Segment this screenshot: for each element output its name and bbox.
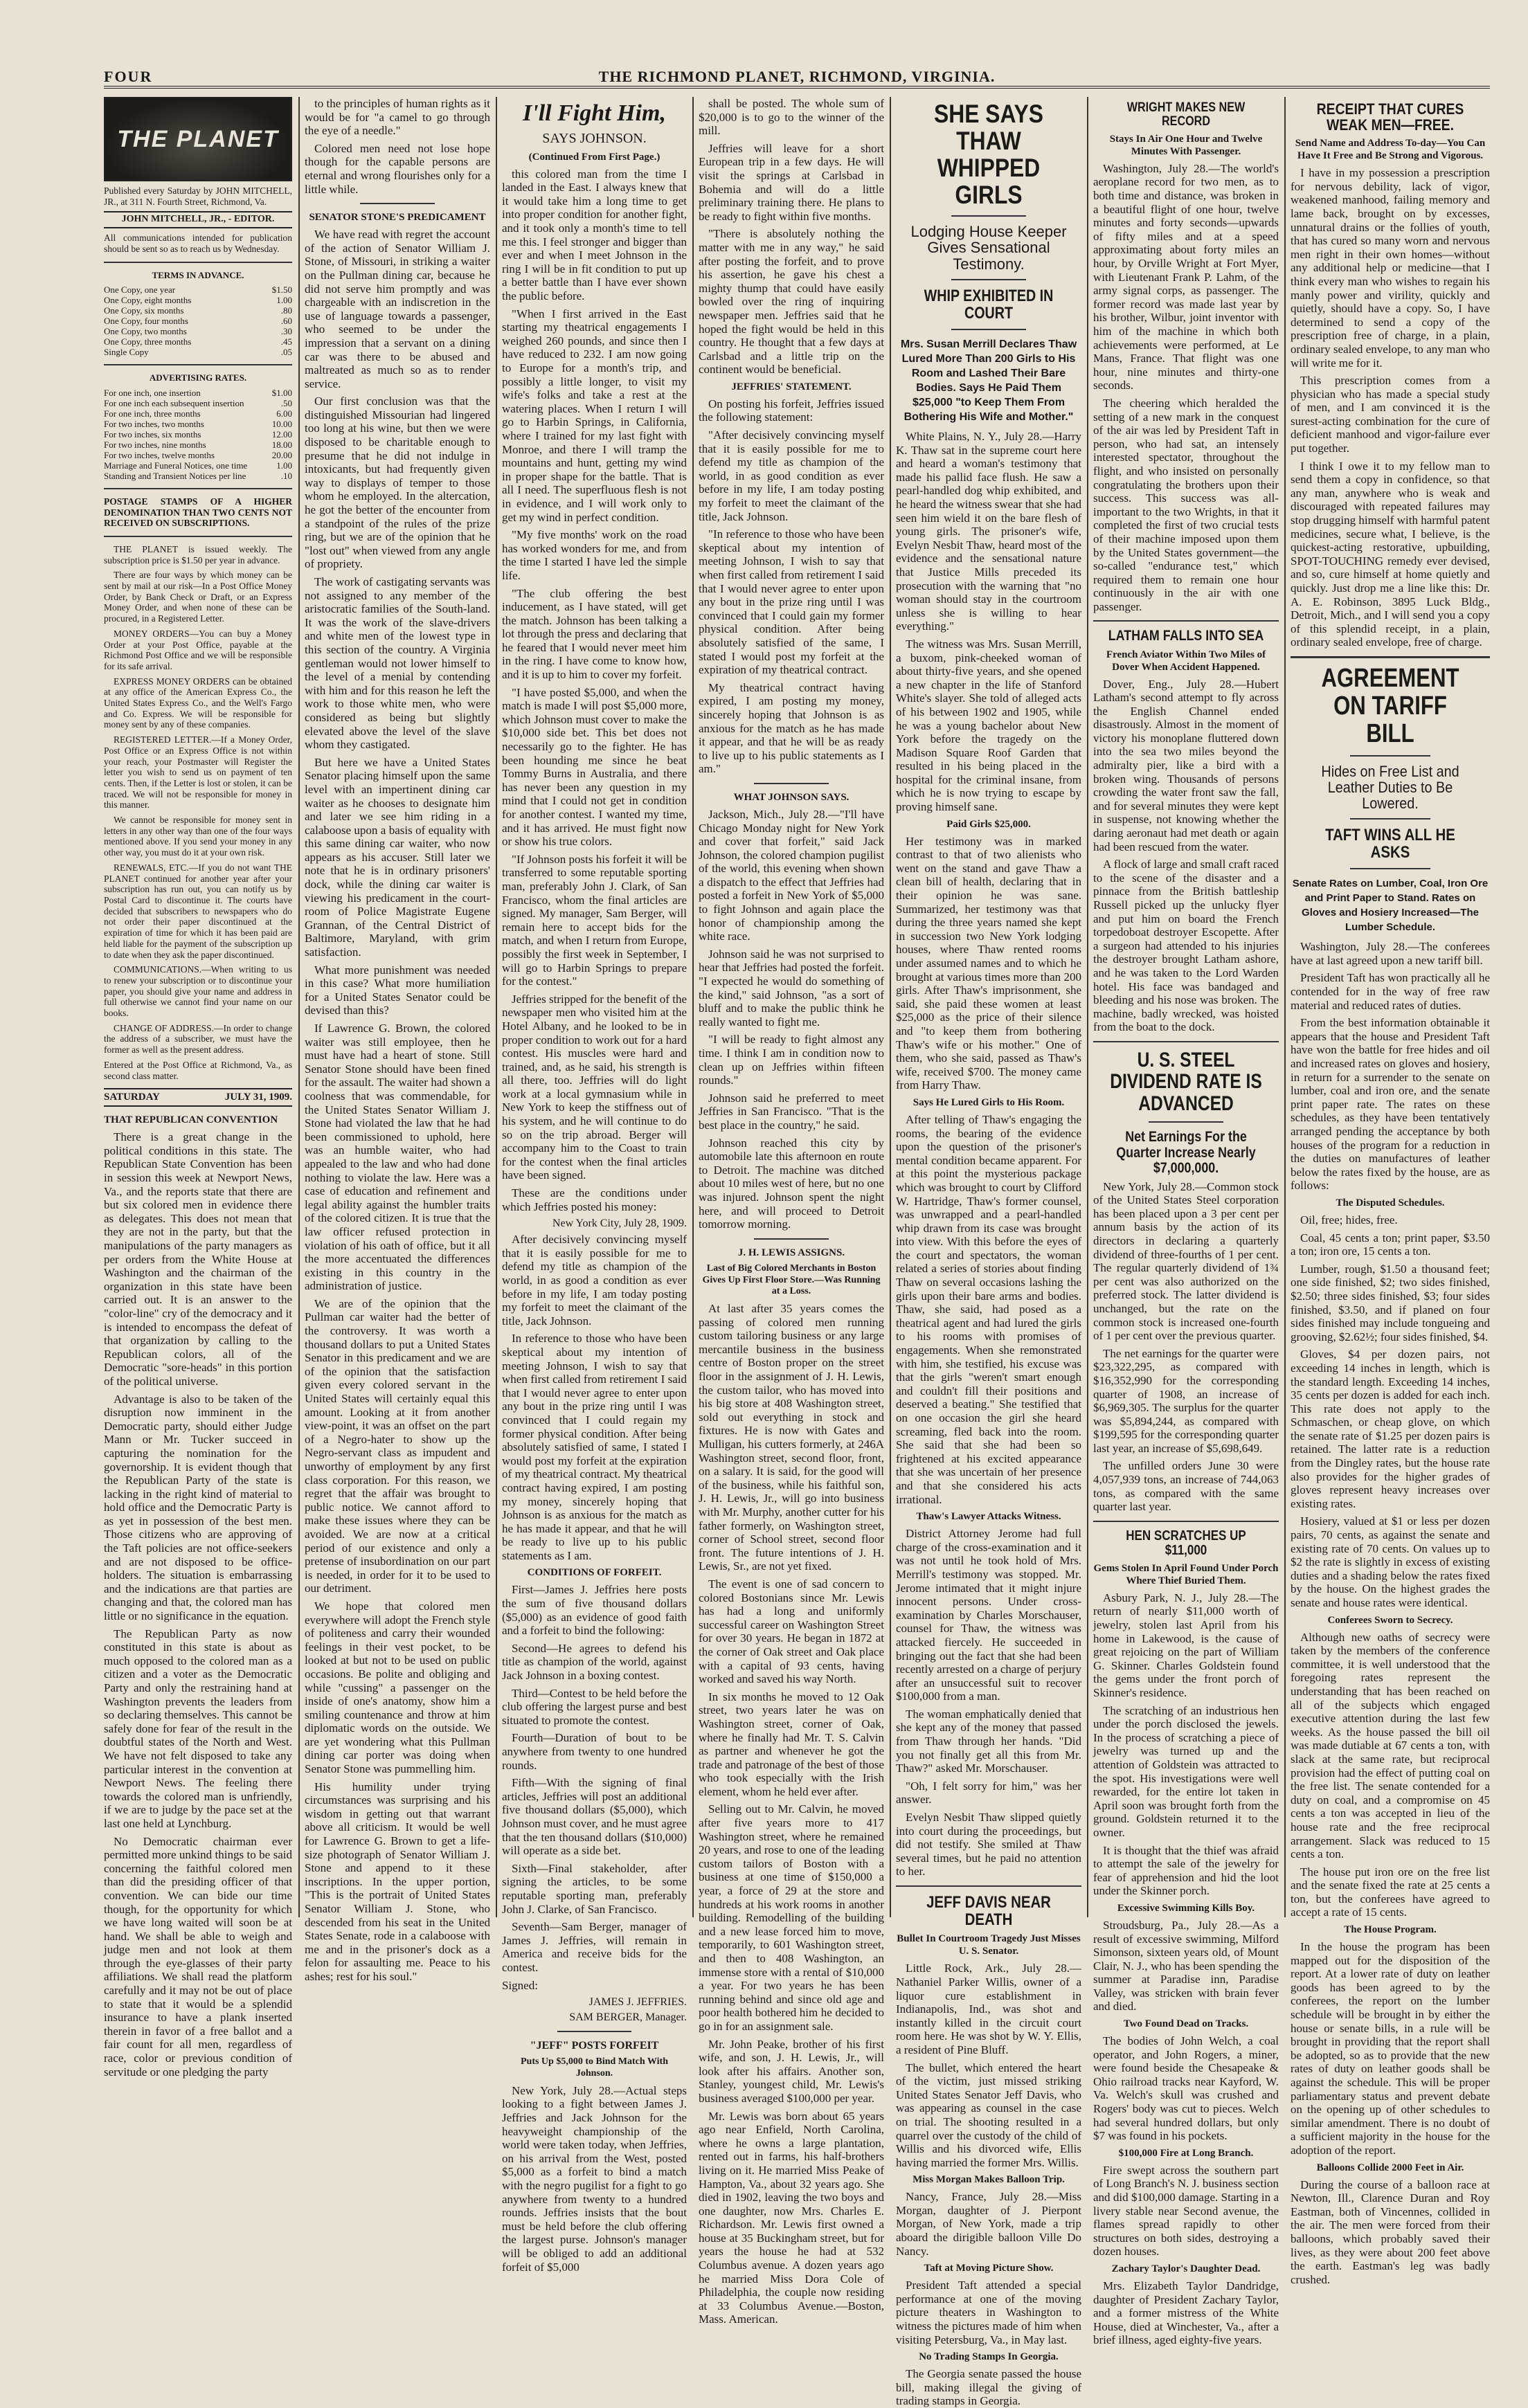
headline-lewis: J. H. LEWIS ASSIGNS. [737,1247,845,1258]
subhead-disputed: The Disputed Schedules. [1336,1197,1445,1208]
postage-notice: POSTAGE STAMPS OF A HIGHER DENOMINATION THAN TWO CENTS NOT RECEIVED ON SUBSCRIPTIONS. [104,496,292,529]
table-row: For two inches, twelve months 20.00 [104,449,292,460]
article-paragraph: But here we have a United States Senator placing himself upon the same level with an impertinent dining car waiter as he chooses to designate him and later we see him riding in a calaboose upon a basis of equality with this same dining car waiter, who now appears as his accuser. Still later we note that he is in ordinary prisoners' dock, while the dining car waiter is viewing his predicament in the court-room of Police Magistrate Eugene Grannan, of the Central District of Baltimore, Maryland, with grim satisfaction. [305,755,490,959]
article-paragraph: Colored men need not lose hope though for the capable persons are eternal and wrong flourishes only for a little while. [305,141,490,196]
article-paragraph: Asbury Park, N. J., July 28.—The return of nearly $11,000 worth of jewelry, stolen last April from his home in Lakewood, is the cause of great rejoicing on the part of William G. Skinner. Charles Goldstein found the gems under the front porch of Skinner's residence. [1093,1591,1279,1699]
article-paragraph: New York, July 28.—Actual steps looking to a fight between James J. Jeffries and Jack Johnson for the heavyweight championship of the world were taken today, when Jeffries, on his arrival from the West, posted $5,000 as a forfeit to bind a match with the negro pugilist for a fight to go anywhere from twenty to a hundred rounds. Jeffries insists that the bout must be held before the club offering the largest purse. Johnson's manager will be obliged to add an additional forfeit of $5,000 [502,2083,687,2274]
article-paragraph: Stroudsburg, Pa., July 28.—As a result of excessive swimming, Milford Simonson, sixteen years old, of Mount Clair, N. J., who has been spending the summer at Paradise inn, Paradise Valley, was stricken with brain fever and died. [1093,1918,1279,2013]
subhead-taft-wins: TAFT WINS ALL HE ASKS [1325,825,1455,862]
advertising-table [104,388,292,481]
article-paragraph: Jackson, Mich., July 28.—"I'll have Chicago Monday night for New York and cover that forfeit," said Jack Johnson, the colored champion pugilist of the world, this evening when shown a dispatch to the effect that Jeffries had posted a forfeit in New York of $5,000 to fight Johnson and again place the honor of championship among the white race. [699,807,884,943]
article-paragraph: Johnson said he was not surprised to hear that Jeffries had posted the forfeit. "I expected he would do something of the kind," said Johnson, "as a sort of bluff and to make the public think he really wanted to fight me. [699,947,884,1029]
article-paragraph: "When I first arrived in the East starting my theatrical engagements I weighed 260 pounds, and since then I have reduced to 232. I am now going to Europe for a month's trip, and possibly a little longer, to visit my wife's folks and take a rest at the watering places. When I return I will go to Harbin Springs, in California, where I trained for my last fight with Monroe, and there I will tramp the mountains and hunt, getting my wind in proper shape for the battle. That is all I need. The superfluous flesh is not in evidence, and I will work only to get my wind in perfect condition. [502,307,687,524]
article-paragraph: The cheering which heralded the setting of a new mark in the conquest of the air was led by President Taft in person, who had sat, an intensely interested spectator, throughout the flight, and who insisted on personally congratulating the brothers upon their success. This success was all-important to the two Wrights, in that it completed the first of two crucial tests of their machine imposed upon them by the United States government—the so-called "endurance test," which required them to remain one hour continuously in the air with one passenger. [1093,396,1279,613]
subhead-jeff: Puts Up $5,000 to Bind Match With Johnson. [520,2056,668,2079]
headline-wright: WRIGHT MAKES NEW RECORD [1126,100,1246,129]
notice-paragraph: THE PLANET is issued weekly. The subscription price is $1.50 per year in advance. [104,543,292,565]
article-paragraph: "If Johnson posts his forfeit it will be transferred to some reputable sporting man, preferably John J. Clark, of San Francisco, whom the final articles are signed. My manager, Sam Berger, will remain here to accept bids for the match, and when I return from Europe, possibly the first week in September, I will go to Harbin Springs to prepare for the contest." [502,852,687,988]
divider [104,488,292,489]
headline-thaw: SHE SAYS THAW WHIPPED GIRLS [934,100,1043,209]
article-paragraph: A flock of large and small craft raced to the scene of the disaster and a pinnace from the British battleship Russell picked up the unlucky flyer and put him on board the French torpedoboat destroyer Escopette. After a surgeon had attended to his injuries the destroyer brought Latham ashore, and he was taken to the Lord Warden hotel. His face was bandaged and bleeding and his nose was broken. The machine, badly wrecked, was hoisted from the boat to the dock. [1093,858,1279,1034]
article-paragraph: Johnson said he preferred to meet Jeffries in San Francisco. "That is the best place in the country," he said. [699,1091,884,1132]
table-row: One Copy, three months .45 [104,336,292,347]
article-paragraph: The event is one of sad concern to colored Bostonians since Mr. Lewis has had a long and uniformly successful career on Washington Street for over 30 years. He began in 1872 at the corner of Oak street and Oak place with a capital of 93 cents, having worked and saved his way North. [699,1577,884,1686]
divider [1093,1521,1279,1522]
subscriber-notices [104,544,292,1056]
article-paragraph: Gloves, $4 per dozen pairs, not exceeding 14 inches in length, which is the standard length. Exceeding 14 inches, 35 cents per dozen is added for each inch. This rate does not apply to the Schmaschen, or cheap glove, on which the senate rate of $1.25 per dozen pairs is retained. The latter rate is a reduction from the Dingley rates, but the house rate also provides for the higher grades of gloves represent heavy increases over existing rates. [1291,1348,1490,1510]
article-paragraph: Mrs. Elizabeth Taylor Dandridge, daughter of President Zachary Taylor, and a former mistress of the White House, died at Winchester, Va., after a brief illness, aged eighty-five years. [1093,2279,1279,2347]
article-paragraph: shall be posted. The whole sum of $20,000 is to go to the winner of the mill. [699,97,884,138]
article-paragraph: These are the conditions under which Jeffries posted his money: [502,1186,687,1213]
article-paragraph: First—James J. Jeffries here posts the sum of five thousand dollars ($5,000) as an evidence of good faith and a forfeit to bind the following: [502,1583,687,1638]
subhead-thaw: Lodging House Keeper Gives Sensational Testimony. [910,223,1067,273]
column-rule [1087,97,1088,1917]
deck-thaw: Mrs. Susan Merrill Declares Thaw Lured More Than 200 Girls to His Room and Lashed Their Bare Bodies. Says He Paid Them $25,000 "to Keep Them From Bothering His Wife and Mother." [900,338,1077,424]
issue-day: SATURDAY [104,1092,160,1103]
subhead-fight: SAYS JOHNSON. [542,130,647,146]
divider [1291,656,1490,658]
divider [1350,818,1430,820]
headline-hen: HEN SCRATCHES UP $11,000 [1126,1528,1246,1558]
subhead-wright: Stays In Air One Hour and Twelve Minutes With Passenger. [1109,133,1263,157]
divider [360,203,434,204]
article-paragraph: If Lawrence G. Brown, the colored waiter was still employee, then he must have had a heart of stone. Still Senator Stone should have been fined for the assault. The waiter had shown a coolness that was commendable, for the United States Senator William J. Stone had violated the law that he had been commissioned to uphold, here was an humble waiter, who had appealed to the law and who had done nothing to violate the law. Here was a case of education and refinement and legal ability against the humbler traits of the colored citizen. It is true that the law officer refused protection in violation of his oath of office, but it all the more accentuated the differences existing in this country in the administration of justice. [305,1022,490,1293]
article-paragraph: In reference to those who have been skeptical about my intention of meeting Johnson, I wish to say that when first called from retirement I said that I would never agree to enter upon any bout in the prize ring until I was convinced that I could regain my former physical condition. After being absolutely satisfied of same, I stated I would post my forfeit at the expiration of my theatrical contract. My theatrical contract having expired, I am posting my money, sincerely hoping that Johnson is as anxious for the match as he has made it appear, and that he will be ready to live up to his public statements as I am. [502,1332,687,1562]
article-paragraph: Washington, July 28.—The world's aeroplane record for two men, as to both time and distance, was broken in a beautiful flight of one hour, twelve minutes and forty seconds—upwards of fifty miles and at a speed approximating about forty miles an hour, by Orville Wright at Fort Myer, with Lieutenant Frank P. Lahm, of the army signal corps, as passenger. The former record was made last year by his brother, Wilbur, joint inventor with him of the machine in which both achievements were performed, at Le Mans, France. That flight was one hour, nine minutes and thirty-one seconds. [1093,161,1279,392]
article-paragraph: In the house the program has been mapped out for the disposition of the report. At a lower rate of duty on leather goods has been agreed to by the conferees, the report on the lumber schedule will be brought in by either the house or senate bills, in a rule will be brought in providing that the report shall be adopted, so as to provide that the new rates of duty on leather goods shall be against the schedule. This will be proper parliamentary status and prevent debate on the opening up of other schedules to similar amendment. There is no doubt of a sufficient majority in the house for the adoption of the report. [1291,1940,1490,2157]
headline-steel: U. S. STEEL DIVIDEND RATE IS ADVANCED [1110,1048,1262,1115]
headline-davis: JEFF DAVIS NEAR DEATH [926,1893,1051,1930]
article-paragraph: What more punishment was needed in this case? What more humiliation for a United States Senator could be devised than this? [305,963,490,1017]
divider [951,215,1025,217]
signed-label: Signed: [502,1978,538,1992]
divider [951,329,1025,330]
divider [557,2031,631,2032]
subhead-taft: Taft at Moving Picture Show. [924,2263,1054,2274]
divider [896,1885,1081,1887]
article-paragraph: This prescription comes from a physician who has made a special study of men, and I am convinced it is the surest-acting combination for the cure of deficient manhood and vigor-failure ever put together. [1291,374,1490,455]
article-paragraph: Jeffries stripped for the benefit of the newspaper men who visited him at the Hotel Albany, and he looked to be in proper condition to work out for a hard contest. His muscles were hard and trained, and, as he said, his strength is all there, too. Jeffries will do light work at a local gymnasium while in New York to keep the stiffness out of his system, and he will continue to do so on the trip abroad. Berger will accompany him to the Coast to train for the contest when the final articles have been signed. [502,992,687,1182]
article-paragraph: "My five months' work on the road has worked wonders for me, and from the time I started I have led the simple life. [502,528,687,582]
article-paragraph: His humility under trying circumstances was surprising and his wisdom in getting out that warrant above all criticism. It would be well for Lawrence G. Brown to get a life-size photograph of Senator William J. Stone and append to it these inscriptions. In the upper portion, "This is the portrait of United States Senator William J. Stone, who descended from his seat in the United States Senate, rode in a calaboose with me and in the prisoner's dock as a felon for assaulting me. Peace to his ashes; rest for his soul." [305,1780,490,1983]
subhead-steel: Net Earnings For the Quarter Increase Nearly $7,000,000. [1116,1129,1256,1176]
subhead-morgan: Miss Morgan Makes Balloon Trip. [913,2174,1065,2186]
subhead-receipt: Send Name and Address To-day—You Can Have It Free and Be Strong and Vigorous. [1295,138,1486,162]
subhead-latham: French Aviator Within Two Miles of Dover When Accident Happened. [1106,649,1266,673]
terms-heading: TERMS IN ADVANCE. [152,269,244,280]
article-paragraph: Dover, Eng., July 28.—Hubert Latham's second attempt to fly across the English Channel ended disastrously. Almost in the moment of victory his monoplane fluttered down into the sea two miles beyond the admiralty pier, like a bird with a broken wing. Thousands of persons crowding the water front saw the fall, and for several minutes they were kept in suspense, not knowing whether the daring aeronaut had met death or again had been rescued from the water. [1093,677,1279,853]
subhead-tracks: Two Found Dead on Tracks. [1123,2018,1249,2030]
article-paragraph: Second—He agrees to defend his title as champion of the world, against Jack Johnson in a boxing contest. [502,1641,687,1683]
table-row: One Copy, one year $1.50 [104,284,292,296]
article-paragraph: The Republican Party as now constituted in this state is about as much opposed to the colored man as a citizen and a voter as the Democratic Party and only the restraining hand at Washington prevents the leaders from so declaring themselves. This cannot be safely done for fear of the result in the doubtful states of the North and West. We have not felt disposed to take any particular interest in the convention at Newport News. The feeling there towards the colored man is unfriendly, if we are to judge by the pace set at the last one held at Lynchburg. [104,1627,292,1830]
divider [1093,1041,1279,1042]
column-rule [890,97,891,1917]
subhead-taylor: Zachary Taylor's Daughter Dead. [1111,2263,1261,2274]
article-paragraph: At last after 35 years comes the passing of colored men running custom tailoring business or any large mercantile business in the business centre of Boston proper on the street floor in the assignment of J. H. Lewis, the custom tailor, who has moved into his big store at 408 Washington street, sold out everything in stock and fixtures. He is now with Gates and Mulligan, his cutters formerly, at 246A Washington street, second floor, front, on a salary. It is said, for the good will of the business, while his faithful son, J. H. Lewis, Jr., will go into business with Mr. Murphy, another cutter for his father formerly, on Washington street, corner of School street, second floor front. The future intentions of J. H. Lewis, Sr., are not yet fixed. [699,1302,884,1573]
article-paragraph: Although new oaths of secrecy were taken by the members of the conference committee, it is well understood that the foregoing rates represent the understanding that has been reached on all of the subjects which engaged executive attention during the last few weeks. As the house passed the bill oil was made dutiable at 67 cents a ton, with slack at the same rate, but reciprocal provision had the effect of putting coal on the free list. The senate contended for a duty on coal, and a compromise on 45 cents a ton was accepted in lieu of the house rate and the free reciprocal arrangement. Slack was reduced to 15 cents a ton. [1291,1630,1490,1861]
subhead-program: The House Program. [1344,1924,1437,1936]
article-paragraph: Selling out to Mr. Calvin, he moved after five years more to 417 Washington street, where he remained 20 years, and rose to one of the leading custom tailors of Boston with a business at one time of $150,000 a year, a force of 29 at the store and hundreds at his work rooms in another building. Remodelling of the building and a new lease forced him to move, temporarily, to 601 Washington street, and then to 408 Washington, an immense store with a rental of $10,000 a year. For two years he has been running behind and since old age and poor health bothered him he decided to go in for an assignment sale. [699,1802,884,2033]
article-paragraph: Johnson reached this city by automobile late this afternoon en route to Detroit. The machine was ditched about 10 miles west of here, but no one was injured. Johnson spent the night here, and will proceed to Detroit tomorrow morning. [699,1136,884,1231]
notice-paragraph: We cannot be responsible for money sent in letters in any other way than one of the four ways mentioned above. If you send your money in any other way, you must do it at your own risk. [104,815,292,858]
article-paragraph: Her testimony was in marked contrast to that of two alienists who went on the stand and gave Thaw a clean bill of health, declaring that in their opinion he was sane. Summarized, her testimony was that during the three years named she kept in succession two New York lodging houses, where Thaw rented rooms under assumed names and to which he brought at various times more than 200 girls. After Thaw's imprisonment, she said, she paid these women at least $25,000 as the price of their silence and "to keep them from bothering Thaw's wife or his mother." One of them, who she said, passed as Thaw's wife, received $700. The money came from Harry Thaw. [896,834,1081,1092]
article-paragraph: We hope that colored men everywhere will adopt the French style of politeness and carry their wounded feelings in their vest pocket, to be looked at but not to be used on public occasions. Be polite and obliging and while "cussing" a passenger on the inside of one's anatomy, show him a smiling countenance and throw at him diplomatic words on the outside. We are yet wondering what this Pullman dining car porter was doing when Senator Stone was pummelling him. [305,1599,490,1776]
article-paragraph: White Plains, N. Y., July 28.—Harry K. Thaw sat in the supreme court here and heard a woman's testimony that made his pallid face flush. He saw a pearl-handled dog whip exhibited, and he heard the witness swear that she had seen him wield it on the bare flesh of young girls. The prisoner's wife, Evelyn Nesbit Thaw, heard most of the evidence and the sensational nature that Justice Mills preceded its prosecution with the warning that "no woman should stay in the courtroom unless she is willing to hear everything." [896,430,1081,633]
article-paragraph: The Georgia senate passed the house bill, making illegal the giving of trading stamps in Georgia. [896,2367,1081,2408]
headline-latham: LATHAM FALLS INTO SEA [1108,628,1264,644]
column-1 [104,97,292,2079]
article-paragraph: Fifth—With the signing of final articles, Jeffries will post an additional five thousand dollars ($5,000), which Johnson must cover, and he must agree that the ten thousand dollars ($10,000) will operate as a side bet. [502,1776,687,1858]
signature: SAM BERGER, Manager. [569,2011,687,2024]
column-rule [496,97,497,1917]
subhead-lawyer: Thaw's Lawyer Attacks Witness. [916,1511,1061,1523]
subhead-trading: No Trading Stamps In Georgia. [919,2351,1059,2363]
signature: JAMES J. JEFFRIES. [588,1996,687,2009]
article-paragraph: The bodies of John Welch, a coal operator, and John Rogers, a miner, were found beside the Chesapeake & Ohio railroad tracks near Kayford, W. Va. Welch's skull was crushed and Rogers' body was cut to pieces. Welch had several hundred dollars, but only $7 was found in his pockets. [1093,2034,1279,2143]
article-paragraph: Seventh—Sam Berger, manager of James J. Jeffries, will remain in America and receive bids for the contest. [502,1920,687,1974]
subhead-secrecy: Conferees Sworn to Secrecy. [1327,1614,1453,1626]
article-paragraph: Sixth—Final stakeholder, after signing the articles, to be some reputable sporting man, preferably John J. Clarke, of San Francisco. [502,1861,687,1916]
advertising-heading: ADVERTISING RATES. [149,372,247,383]
article-paragraph: The witness was Mrs. Susan Merrill, a buxom, pink-cheeked woman of about thirty-five years, and she opened a new chapter in the life of Stanford White's slayer. She told of alleged acts of his between 1902 and 1905, while he was a young bachelor about New York before the tragedy on the Madison Square Roof Garden that resulted in his being placed in the hospital for the criminal insane, from which he is now trying to escape by proving himself sane. [896,637,1081,814]
article-paragraph: "After decisively convincing myself that it is easily possible for me to defend my title as champion of the world, in as good condition as ever before in my life, I am today posting my forfeit to meet the claimant of the title, Jack Johnson. [699,428,884,523]
notice-paragraph: COMMUNICATIONS.—When writing to us to renew your subscription or to discontinue your paper, you should give your name and address in full otherwise we cannot find your name on our books. [104,964,292,1019]
article-paragraph: President Taft has won practically all he contended for in the way of free raw material and reduced rates of duties. [1291,971,1490,1012]
divider [951,279,1025,280]
article-paragraph: to the principles of human rights as it would be for "a camel to go through the eye of a needle." [305,97,490,138]
column-rule [298,97,300,1917]
article-paragraph: District Attorney Jerome had full charge of the cross-examination and it was not until he took hold of Mrs. Merrill's testimony was stopped. Mr. Jerome intimated that it might injure innocent persons. Under cross-examination by Charles Morschauser, counsel for Thaw, the witness was attacked fiercely. He succeeded in bringing out the fact that she had been recently arrested on a charge of perjury after an unsuccessful suit to recover $100,000 from a man. [896,1527,1081,1703]
subhead-paid: Paid Girls $25,000. [946,818,1031,830]
subhead-lewis: Last of Big Colored Merchants in Boston Gives Up First Floor Store.—Was Running at a Loss. [702,1262,881,1297]
article-paragraph: "There is absolutely nothing the matter with me in any way," he said after posting the forfeit, and to prove his assertion, he gave his chest a mighty thump that could have easily bowled over the ring of inquiring newspaper men. Jeffries said that he hoped the fight would be held in this country. He thought that a few days at Carlsbad and a little trip on the continent would be beneficial. [699,227,884,377]
column-rule [692,97,694,1917]
notice-paragraph: RENEWALS, ETC.—If you do not want THE PLANET continued for another year after your subscription has run out, you can notify us by Postal Card to discontinue it. The courts have decided that subscribers to newspapers who do not order their paper discontinued at the expiration of time for which it has been paid are held liable for the payment of the subscription up to date when they ask the paper discontinued. [104,862,292,960]
issue-dateline [104,1088,292,1107]
article-paragraph: Lumber, rough, $1.50 a thousand feet; one side finished, $2; two sides finished, $2.50; three sides finished, $3; four sides finished, $3.50, and if planed on four sides finished may include tongueing and grooving, $2.62½; four sides finished, $4. [1291,1262,1490,1343]
article-paragraph: Nancy, France, July 28.—Miss Morgan, daughter of J. Pierpont Morgan, of New York, made a trip aboard the dirigible balloon Ville Do Nancy. [896,2190,1081,2258]
article-paragraph: President Taft attended a special performance at one of the moving picture theaters in Washington to witness the pictures made of him when visiting Petersburg, Va., in May last. [896,2279,1081,2346]
divider [104,536,292,537]
newspaper-title: THE RICHMOND PLANET, RICHMOND, VIRGINIA. [598,68,996,85]
table-row: For two inches, nine months 18.00 [104,439,292,450]
table-row: Marriage and Funeral Notices, one time 1.00 [104,460,292,471]
notice-paragraph: MONEY ORDERS—You can buy a Money Order at your Post Office, payable at the Richmond Post Office and we will be responsible for its safe arrival. [104,628,292,671]
issue-date: JULY 31, 1909. [224,1092,292,1103]
article-paragraph: My theatrical contract having expired, I am posting my money, sincerely hoping that Johnson is as anxious for the match as he has made it appear, and that he will be as ready to live up to his public statements as I am." [699,680,884,776]
article-paragraph: Washington, July 28.—The conferees have at last agreed upon a new tariff bill. [1291,940,1490,967]
subhead-statement: JEFFRIES' STATEMENT. [731,381,852,392]
column-6 [1093,97,1279,2347]
editor-line: JOHN MITCHELL, JR., - EDITOR. [104,211,292,228]
entered-notice: Entered at the Post Office at Richmond, Va., as second class matter. [104,1059,292,1081]
article-paragraph: I have in my possession a prescription for nervous debility, lack of vigor, weakened manhood, failing memory and lame back, brought on by excesses, unnatural drains or the follies of youth, that has cured so many worn and nervous men right in their own homes—without any additional help or medicine—that I think every man who wishes to regain his manly power and virility, quickly and quietly, should have a copy. So, I have determined to send a copy of the prescription free of charge, in a plain, ordinary sealed envelope, to any man who will write me for it. [1291,166,1490,370]
article-paragraph: Oil, free; hides, free. [1300,1213,1398,1226]
article-paragraph: The woman emphatically denied that she kept any of the money that passed from Thaw through her hands. "Did you not finally get all this from Mr. Thaw?" asked Mr. Morschauser. [896,1707,1081,1775]
headline-jeff: "JEFF" POSTS FORFEIT [530,2040,659,2052]
deck-tariff: Senate Rates on Lumber, Coal, Iron Ore and Print Paper to Stand. Rates on Gloves and Hosiery Increased—The Lumber Schedule. [1292,878,1489,934]
subhead-hen: Gems Stolen In April Found Under Porch Where Thief Buried Them. [1093,1562,1279,1586]
column-2 [305,97,490,1983]
article-paragraph: I think I owe it to my fellow man to send them a copy in confidence, so that any man, anywhere who is weak and discouraged with repeated failures may stop drugging himself with harmful patent medicines, secure what, I believe, is the quickest-acting restorative, upbuilding, SPOT-TOUCHING remedy ever devised, and so, cure himself at home quietly and quickly. Just drop me a line like this: Dr. A. E. Robinson, 3895 Luck Bldg., Detroit, Mich., and I will send you a copy of this splendid receipt, in a plain, ordinary sealed envelope, free of charge. [1291,459,1490,649]
table-row: For one inch, one insertion $1.00 [104,387,292,398]
table-row: One Copy, six months .80 [104,305,292,316]
article-paragraph: On posting his forfeit, Jeffries issued the following statement: [699,397,884,424]
table-row: Standing and Transient Notices per line .10 [104,470,292,481]
column-5 [896,97,1081,2408]
column-3 [502,97,687,2274]
subhead-davis: Bullet In Courtroom Tragedy Just Misses U. S. Senator. [897,1933,1081,1957]
subhead-whip: WHIP EXHIBITED IN COURT [924,286,1054,323]
notice-paragraph: CHANGE OF ADDRESS.—In order to change the address of a subscriber, we must have the former as well as the present address. [104,1022,292,1056]
subhead-fire: $100,000 Fire at Long Branch. [1118,2147,1254,2159]
publisher-notice: Published every Saturday by JOHN MITCHELL, JR., at 311 N. Fourth Street, Richmond, Va. [104,185,292,207]
notice-paragraph: EXPRESS MONEY ORDERS can be obtained at any office of the American Express Co., the United States Express Co., and the Well's Fargo and Co. Express. We will be responsible for money sent by any of these companies. [104,676,292,730]
article-paragraph: "The club offering the best inducement, as I have stated, will get the match. Johnson has been talking a lot through the press and declaring that he feared that I would never meet him in the ring. I have come to know how, and it is up to him to cover my forfeit. [502,586,687,682]
continued-note: (Continued From First Page.) [528,151,660,163]
table-row: One Copy, eight months 1.00 [104,295,292,306]
masthead-strip [104,68,1490,89]
table-row: For one inch, three months 6.00 [104,408,292,419]
table-row: For one inch each subsequent insertion .50 [104,397,292,408]
divider [1093,620,1279,622]
table-row: For two inches, two months 10.00 [104,418,292,429]
subhead-conditions: CONDITIONS OF FORFEIT. [527,1567,662,1579]
divider [104,262,292,263]
article-paragraph: After decisively convincing myself that it is easily possible for me to defend my title as champion of the world, in as good a condition as ever before in my life, I am today posting my forfeit to meet the claimant of the title, Jack Johnson. [502,1233,687,1328]
headline-fight: I'll Fight Him, [523,100,666,126]
divider [1350,868,1430,869]
article-paragraph: The scratching of an industrious hen under the porch disclosed the jewels. In the process of scratching a piece of jewelry was turned up and the attention of Goldstein was attracted to the spot. His investigations were well rewarded, for the entire lot taken in April soon was brought forth from the ground. Goldstein returned it to the owner. [1093,1703,1279,1839]
article-paragraph: It is thought that the thief was afraid to attempt the sale of the jewelry for fear of apprehension and hid the loot under the Skinner porch. [1093,1843,1279,1898]
headline-receipt: RECEIPT THAT CURES WEAK MEN—FREE. [1316,100,1464,134]
divider [754,1238,828,1240]
table-row: For two inches, six months 12.00 [104,428,292,440]
article-paragraph: The unfilled orders June 30 were 4,057,939 tons, an increase of 744,063 tons, as compared with the same quarter last year. [1093,1459,1279,1514]
subhead-tariff: Hides on Free List and Leather Duties to Be Lowered. [1321,762,1459,812]
communications-note: All communications intended for publication should be sent so as to reach us by Wednesday. [104,233,292,254]
divider [104,364,292,365]
article-paragraph: The bullet, which entered the heart of the victim, just missed striking United States Senator Jeff Davis, who was appearing as counsel in the case on trial. The shooting resulted in a quarrel over the custody of the child of Willis and his divorced wife, Ellis having married the former Mrs. Willis. [896,2061,1081,2169]
article-paragraph: Our first conclusion was that the distinguished Missourian had lingered too long at his wine, but then we were disposed to be charitable enough to presume that he did not indulge in intoxicants, but had frequently given way to displays of temper to those whom he employed. In the altercation, he got the better of the encounter from a standpoint of the rules of the prize ring, but we are of the opinion that he "lost out" when viewed from any angle of propriety. [305,395,490,571]
page-number: FOUR [104,68,153,85]
notice-paragraph: There are four ways by which money can be sent by mail at our risk—In a Post Office Money Order, by Bank Check or Draft, or an Express Money Order, and when none of these can be procured, in a Registered Letter. [104,570,292,624]
terms-table [104,284,292,357]
article-paragraph: We have read with regret the account of the action of Senator William J. Stone, of Missouri, in striking a waiter on the Pullman dining car, because he did not serve him promptly and was chargeable with an indiscretion in the use of language towards a passenger, who seemed to be under the impression that a servant on a dining car was there to be abused and maltreated as much so as to render service. [305,228,490,390]
article-paragraph: From the best information obtainable it appears that the house and President Taft have won the battle for free hides and oil and increased rates on gloves and hosiery, in return for a surrender to the senate on lumber, coal and iron ore, and the senate print paper rate. The rates on these schedules, as they have been tentatively arranged pending the acceptance by both houses of the program for a reduction in the duties on manufactures of leather below the rates fixed by the house, are as follows: [1291,1016,1490,1193]
divider [754,783,828,784]
article-paragraph: Fire swept across the southern part of Long Branch's N. J. business section and did $100,000 damage. Starting in a livery stable near Second avenue, the flames spread rapidly to other structures on both sides, destroying a dozen houses. [1093,2163,1279,2258]
article-paragraph: No Democratic chairman ever permitted more unkind things to be said concerning the faithful colored men than did the presiding officer of that convention. We can bide our time though, for the opportunity for which we have long waited will soon be at hand. We shall be able to weigh and judge men and not look at them through the eye-glasses of their party affiliations. We shall read the platform carefully and it may not be out of place to state that it would be a splendid insurance to have a plank inserted therein in favor of a free ballot and a fair count for all men, regardless of race, color or previous condition of servitude or one pledging the party [104,1834,292,2079]
subhead-johnson-says: WHAT JOHNSON SAYS. [733,791,850,803]
article-paragraph: In six months he moved to 12 Oak street, two years later he was on Washington street, corner of Oak, where he finally had Mr. T. S. Calvin as partner and whenever he got the trade and patronage of the best of those who took especially with the Irish element, whom he held ever after. [699,1690,884,1798]
article-paragraph: Evelyn Nesbit Thaw slipped quietly into court during the proceedings, but did not testify. She smiled at Thaw several times, but he paid no attention to her. [896,1811,1081,1879]
article-paragraph: "I have posted $5,000, and when the match is made I will post $5,000 more, which Johnson must cover to make the $10,000 side bet. This bet does not necessarily go to the fighter. He has been hounding me since he beat Tommy Burns in Australia, and there has never been any question in my mind that I could not get in condition for another contest. I wanted my time, and it has arrived. He must fight now or show his true colors. [502,685,687,849]
article-paragraph: During the course of a balloon race at Newton, Ill., Clarence Duran and Roy Eastman, both of Vincennes, collided in the air. The men were forced from their balloons, which probably saved their lives, as they were about 200 feet above the earth. Eastman's leg was badly crushed. [1291,2178,1490,2286]
article-paragraph: After telling of Thaw's engaging the rooms, the bearing of the evidence upon the question of the prisoner's mental condition became apparent. For at this point the mysterious package which was brought to court by Clifford W. Hartridge, Thaw's former counsel, was unwrapped and a pearl-handled whip drawn from its case was brought into view. With this before the eyes of the court and spectators, the woman related a series of stories about finding Thaw on several occasions lashing the girls upon their bare arms and bodies. Thaw, she said, had posed as a theatrical agent and had lured the girls to his rooms with promises of engagements. When she remonstrated with him, she testified, his excuse was that the girls "weren't smart enough and couldn't fill their positions and deserved a beating." She testified that on one occasion the girl she heard screaming, fled back into the room. She said that she had been so frightened at his excited appearance that she was uncertain of her presence and that she considered his acts irrational. [896,1112,1081,1506]
table-row: Single Copy .05 [104,347,292,358]
article-paragraph: "In reference to those who have been skeptical about my intention of meeting Johnson, I wish to say that when first called from retirement I said that I would never agree to enter upon any bout in the prize ring until I was convinced that I could gain my former physical condition. After being absolutely satisfied of the same, I stated I would post my forfeit at the expiration of my theatrical contract. [699,527,884,677]
article-paragraph: Third—Contest to be held before the club offering the largest purse and best situated to promote the contest. [502,1686,687,1727]
table-row: One Copy, four months .60 [104,316,292,327]
subhead-swim: Excessive Swimming Kills Boy. [1117,1902,1255,1914]
article-paragraph: Hosiery, valued at $1 or less per dozen pairs, 70 cents, as against the senate and existing rate of 70 cents. On values up to $2 the rate is slightly in excess of existing duties and a shading below the rates fixed by the house. On the highest grades the senate and house rates were identical. [1291,1514,1490,1610]
column-rule [1284,97,1286,1917]
article-paragraph: Fourth—Duration of bout to be anywhere from twenty to one hundred rounds. [502,1731,687,1772]
place-date: New York City, July 28, 1909. [552,1217,687,1230]
article-paragraph: Advantage is also to be taken of the disruption now imminent in the Democratic party, should either Judge Mann or Mr. Tucker succeed in capturing the nomination for the governorship. It is evident though that the Republican Party of the state is lacking in the right kind of material to hold office and the Democratic Party is as yet in possession of the best men. Those citizens who are approving of the Taft policies are not office-seekers and are not disposed to be office-holders. The situation is embarrassing and the indications are that parties are changing and that, the colored man has little or no significance in the equation. [104,1392,292,1623]
headline-tariff: AGREEMENT ON TARIFF BILL [1321,663,1459,748]
article-paragraph: The work of castigating servants was not assigned to any member of the aristocratic families of the South-land. It was the work of the slave-drivers and white men of the lowest type in this section of the country. A Virginia gentleman would not lower himself to the level of a menial by contending with him and for this reason he left the work to those white men, who were considered as being but slightly elevated above the level of the slave whom they castigated. [305,575,490,752]
article-paragraph: Jeffries will leave for a short European trip in a few days. He will visit the springs at Carlsbad in Bohemia and will do a little preliminary training there. He plans to be ready to fight within five months. [699,141,884,223]
column-4 [699,97,884,2326]
divider [1350,755,1430,757]
article-paragraph: "I will be ready to fight almost any time. I think I am in condition now to clean up on Jeffries within fifteen rounds." [699,1033,884,1087]
article-paragraph: Mr. Lewis was born about 65 years ago near Enfield, North Carolina, where he owns a large plantation, rented out in farms, his half-brothers living on it. He married Miss Peake of Hampton, Va., about 32 years ago. She died in 1902, leaving the two boys and one daughter, now Mrs. Charles E. Richardson. Mr. Lewis first owned a house at 35 Buckingham street, but for years the house he had at 532 Columbus avenue. A dozen years ago he married Miss Dora Cole of Philadelphia, the couple now residing at 33 Columbus Avenue.—Boston, Mass. American. [699,2109,884,2326]
column-7 [1291,97,1490,2286]
headline-stone: SENATOR STONE'S PREDICAMENT [309,212,486,224]
article-paragraph: We are of the opinion that the Pullman car waiter had the better of the controversy. It was worth a thousand dollars to put a United States Senator in this predicament and we are of the opinion that the satisfaction given every colored servant in the United States will certainly equal this amount. Looking at it from another view-point, it was an offset on the part of a Negro-hater to show up the Negro-servant class as impudent and unworthy of employment by any first class corporation. For this reason, we regret that the affair was brought to public notice. We cannot afford to make these issues where they can be avoided. We are now at a critical period of our existence and only a pretense of insubordination on our part is needed, in order for it to be used to our detriment. [305,1296,490,1595]
article-paragraph: The net earnings for the quarter were $23,322,295, as compared with $16,352,990 for the corresponding quarter of 1908, an increase of $6,969,305. The surplus for the quarter was $5,894,244, as compared with $199,595 for the corresponding quarter last year, an increase of $5,698,649. [1093,1346,1279,1455]
article-paragraph: Mr. John Peake, brother of his first wife, and son, J. H. Lewis, Jr., will look after his affairs. Another son, Stanley, youngest child, Mr. Lewis's business averaged $100,000 per year. [699,2037,884,2105]
article-paragraph: this colored man from the time I landed in the East. I always knew that it would take him a long time to get into proper condition for another fight, and it took only a month's time to tell me this. I feel stronger and bigger than ever and when I meet Johnson in the ring I will be in fit condition to put up a better battle than I have ever shown the public before. [502,167,687,303]
divider [1149,1121,1223,1123]
article-paragraph: New York, July 28.—Common stock of the United States Steel corporation has been placed upon a 3 per cent per annum basis by the action of its directors in declaring a quarterly dividend of three-fourths of 1 per cent. The regular quarterly dividend of 1¾ per cent was also authorized on the preferred stock. The latter dividend is unchanged, but the rate on the common stock is increased one-fourth of 1 per cent over the previous quarter. [1093,1179,1279,1343]
article-paragraph: The house put iron ore on the free list and the senate fixed the rate at 25 cents a ton, but the conferees have agreed to accept a rate of 15 cents. [1291,1865,1490,1919]
article-paragraph: "Oh, I felt sorry for him," was her answer. [896,1779,1081,1807]
table-row: One Copy, two months .30 [104,326,292,337]
subhead-lured: Says He Lured Girls to His Room. [913,1096,1065,1108]
notice-paragraph: REGISTERED LETTER.—If a Money Order, Post Office or an Express Office is not within your reach, your Postmaster will Register the letter you wish to send us on payment of ten cents. Then, if the Letter is lost or stolen, it can be traced. We will not be responsible for money in this manner. [104,734,292,811]
subhead-balloon: Balloons Collide 2000 Feet in Air. [1316,2162,1464,2173]
headline-convention: THAT REPUBLICAN CONVENTION [104,1114,278,1126]
planet-logo-image: THE PLANET [104,97,292,181]
article-paragraph: Little Rock, Ark., July 28.—Nathaniel Parker Willis, owner of a liquor cure establishment in Indianapolis, Ind., was shot and instantly killed in the circuit court room here. He was shot by W. Y. Ellis, a resident of Pine Bluff. [896,1962,1081,2056]
article-paragraph: There is a great change in the political conditions in this state. The Republican State Convention has been in session this week at Newport News, Va., and the reports state that there are but six colored men in evidence there as delegates. This does not mean that they are not in the party, but that the manipulations of the party managers as per orders from the White House at Washington and the chairman of the organization in this state have been carried out. It is an answer to the "color-line" cry of the democracy and it is intended to encompass the defeat of that organization by calling to the Republican colors, all of the Democratic "sore-heads" in this portion of the political universe. [104,1130,292,1388]
article-paragraph: Coal, 45 cents a ton; print paper, $3.50 a ton; iron ore, 15 cents a ton. [1291,1231,1490,1258]
